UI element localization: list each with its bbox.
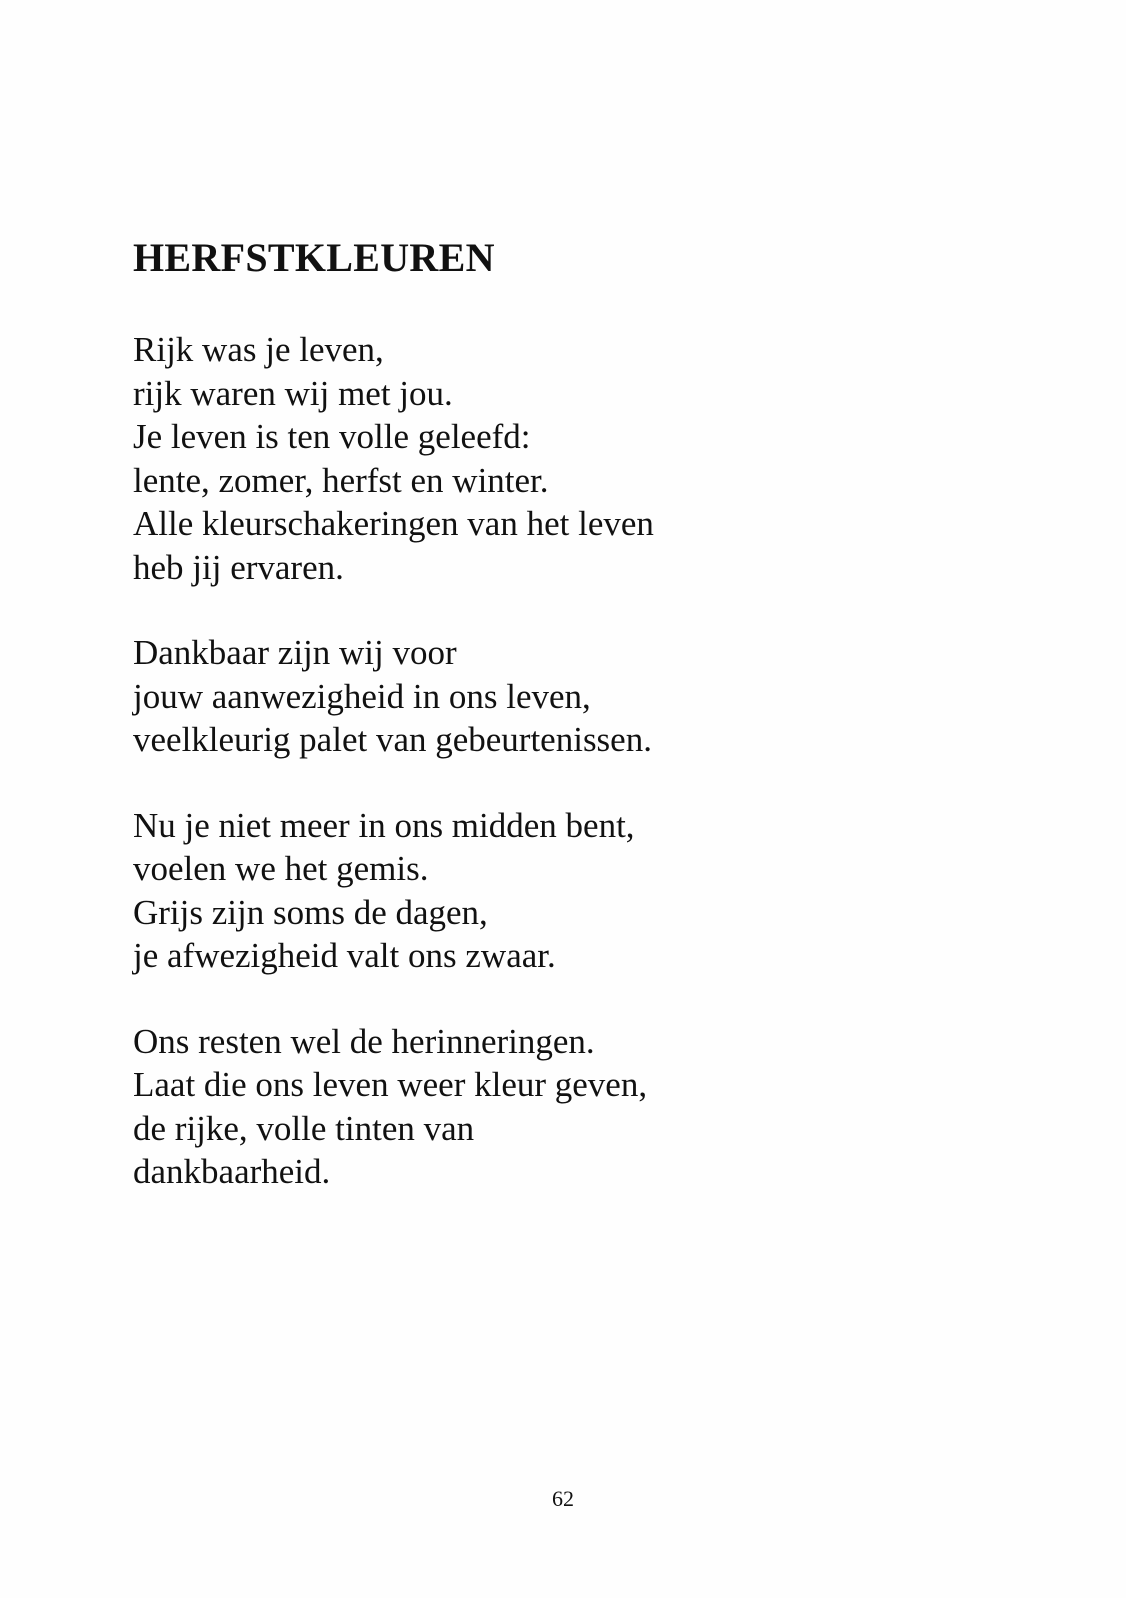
poem-line: Nu je niet meer in ons midden bent, [133,805,635,845]
poem-line: Je leven is ten volle geleefd: [133,417,531,456]
poem-line: Grijs zijn soms de dagen, [133,892,488,932]
poem-line: veelkleurig palet van gebeurtenissen. [133,720,652,759]
poem-line: Laat die ons leven weer kleur geven, [133,1065,648,1104]
poem-line: Alle kleurschakeringen van het leven [133,504,654,543]
poem-line: voelen we het gemis. [133,849,429,888]
poem-line: Rijk was je leven, [133,330,384,369]
stanza-2 [133,631,1033,762]
poem-line: jouw aanwezigheid in ons leven, [133,676,591,716]
poem-line: heb jij ervaren. [133,547,344,587]
poem-line: rijk waren wij met jou. [133,373,453,413]
poem-line: de rijke, volle tinten van [133,1108,475,1148]
poem-line: dankbaarheid. [133,1152,331,1191]
poem-line: je afwezigheid valt ons zwaar. [133,936,556,975]
stanza-4 [133,1020,1033,1194]
poem-title: HERFSTKLEUREN [133,235,495,280]
page-number: 62 [552,1486,574,1511]
stanza-3 [133,804,1033,978]
stanza-1 [133,328,1033,589]
poem-line: Dankbaar zijn wij voor [133,633,457,672]
poem-line: Ons resten wel de herinneringen. [133,1021,595,1061]
poem-line: lente, zomer, herfst en winter. [133,460,549,500]
poem-body [133,328,1033,1236]
